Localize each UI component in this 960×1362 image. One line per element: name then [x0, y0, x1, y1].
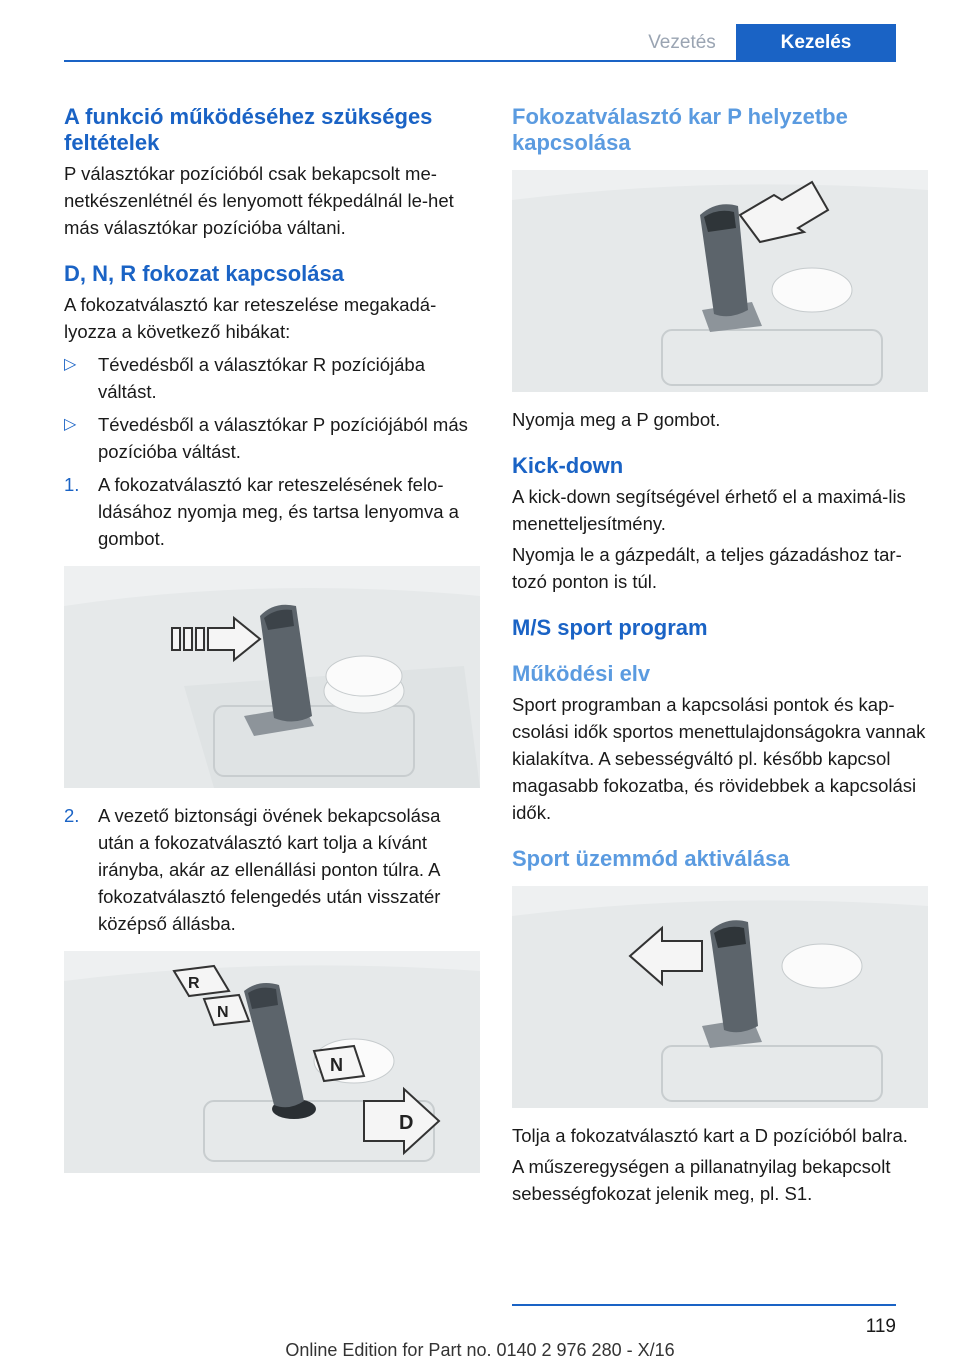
list-item [64, 411, 480, 465]
footer-divider [512, 1304, 896, 1306]
step-number: 2. [64, 805, 80, 826]
position-label-n: N [217, 1004, 229, 1021]
position-label-n-lower: N [330, 1055, 343, 1075]
section-title-kickdown: Kick-down [512, 453, 624, 478]
page-number: 119 [865, 1316, 896, 1337]
section-title-dnr: D, N, R fokozat kapcsolása [64, 261, 344, 286]
step-number: 1. [64, 474, 80, 495]
park-caption: Nyomja meg a P gombot. [512, 409, 721, 430]
right-column [512, 104, 928, 1207]
section-title-principle: Működési elv [512, 661, 651, 686]
figure-unlock-button [64, 566, 480, 788]
step-text: A fokozatválasztó kar reteszelésének felo-ldásához nyomja meg, és tartsa lenyomva a gombot. [98, 474, 459, 549]
footer-edition: Online Edition for Part no. 0140 2 976 280 - X/16 [285, 1340, 675, 1360]
figure-sport-mode [512, 886, 928, 1108]
error-list [64, 351, 480, 552]
header-tab-kezeles[interactable]: Kezelés [736, 24, 896, 61]
kickdown-text-1: A kick-down segítségével érhető el a maximá-lis menetteljesítmény. [512, 486, 906, 534]
section-title-park: Fokozatválasztó kar P helyzetbe kapcsolása [512, 104, 848, 155]
figure-shift-positions [64, 951, 480, 1173]
dnr-intro: A fokozatválasztó kar reteszelése megakadá-lyozza a következő hibákat: [64, 294, 437, 342]
header-divider [64, 60, 896, 62]
section-title-sport-mode: Sport üzemmód aktiválása [512, 846, 790, 871]
step-item [64, 802, 480, 937]
section-title-ms-sport: M/S sport program [512, 615, 708, 640]
sport-mode-text-2: A műszeregységen a pillanatnyilag bekapcsolt sebességfokozat jelenik meg, pl. S1. [512, 1156, 891, 1204]
section-title-conditions: A funkció működéséhez szükséges feltételek [64, 104, 433, 155]
triangle-bullet-icon: ▷ [64, 356, 77, 373]
sport-mode-text-1: Tolja a fokozatválasztó kart a D pozícióból balra. [512, 1125, 908, 1146]
step-item [64, 471, 480, 552]
list-item-text: Tévedésből a választókar P pozíciójából más pozícióba váltást. [98, 414, 468, 462]
list-item [64, 351, 480, 405]
header-tab-vezetes[interactable]: Vezetés [648, 32, 716, 53]
conditions-text: P választókar pozícióból csak bekapcsolt me-netkészenlétnél és lenyomott fékpedálnál le-het más választókar pozícióba váltani. [64, 163, 454, 238]
kickdown-text-2: Nyomja le a gázpedált, a teljes gázadáshoz tar-tozó ponton is túl. [512, 544, 902, 592]
position-label-d: D [399, 1112, 414, 1134]
step-list-2 [64, 802, 480, 937]
triangle-bullet-icon: ▷ [64, 416, 77, 433]
principle-text: Sport programban a kapcsolási pontok és kap-csolási idők sportos menettulajdonságokra vannak kialakítva. A sebességváltó pl. később kapcsol magasabb fokozatba, és rövidebbek a kapcsolási idők. [512, 694, 926, 823]
position-label-r: R [188, 975, 200, 992]
figure-park-button [512, 170, 928, 392]
left-column [64, 104, 480, 1187]
list-item-text: Tévedésből a választókar R pozíciójába váltást. [98, 354, 426, 402]
step-text: A vezető biztonsági övének bekapcsolása után a fokozatválasztó kart tolja a kívánt irányba, akár az ellenállási ponton túlra. A fokozatválasztó felengedés után visszatér középső állásba. [98, 805, 441, 934]
